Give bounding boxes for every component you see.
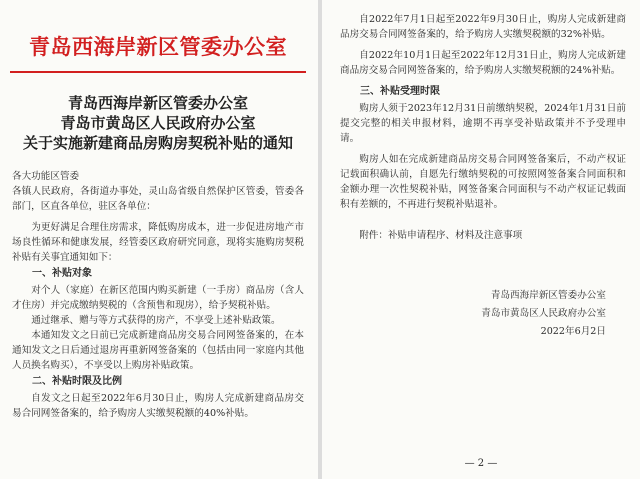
document-title-block [12, 93, 304, 153]
left-page [0, 0, 318, 479]
attachment-line: 附件：补贴申请程序、材料及注意事项 [359, 230, 523, 241]
signature-date: 2022年6月2日 [540, 326, 606, 337]
subsidy-period-2-paragraph: 自2022年7月1日起至2022年9月30日止，购房人完成新建商品房交易合同网签备案的，给予购房人实缴契税额的32%补贴。 [340, 14, 626, 40]
page-number: — 2 — [464, 458, 498, 469]
section-3-paragraph-1: 购房人须于2023年12月31日前缴纳契税，2024年1月31日前提交完整的相关申报材料，逾期不再享受补贴政策并不予受理申请。 [340, 103, 626, 144]
section-3-heading: 三、补贴受理时限 [360, 86, 440, 97]
signature-issuer-2: 青岛市黄岛区人民政府办公室 [481, 308, 606, 319]
recipient-line-2: 各镇人民政府，各街道办事处，灵山岛省级自然保护区管委，管委各部门，区直各单位，驻区各单位： [12, 186, 304, 212]
document-title-line-3: 关于实施新建商品房购房契税补贴的通知 [22, 134, 293, 152]
intro-paragraph: 为更好满足合理住房需求，降低购房成本，进一步促进房地产市场良性循环和健康发展，经管委区政府研究同意，现将实施购房契税补贴有关事宜通知如下： [12, 222, 304, 263]
section-2-heading: 二、补贴时限及比例 [32, 376, 122, 387]
section-3-paragraph-2: 购房人如在完成新建商品房交易合同网签备案后，不动产权证记载面积确认前，自愿先行缴纳契税的可按照网签备案合同面积和金额办理一次性契税补贴，网签备案合同面积与不动产权证记载面积有差额的，不再进行契税补贴退补。 [340, 154, 626, 210]
section-1-paragraph-3: 本通知发文之日前已完成新建商品房交易合同网签备案的，在本通知发文之日后通过退房再重新网签备案的（包括由同一家庭内其他人员换名购买），不享受以上购房补贴政策。 [12, 330, 304, 371]
section-2-paragraph-1: 自发文之日起至2022年6月30日止，购房人完成新建商品房交易合同网签备案的，给予购房人实缴契税额的40%补贴。 [12, 393, 304, 419]
right-page [322, 0, 640, 479]
section-1-paragraph-1: 对个人（家庭）在新区范围内购买新建（一手房）商品房（含人才住房）并完成缴纳契税的（含预售和现房），给予契税补贴。 [12, 285, 304, 311]
signature-block [340, 287, 626, 341]
document-title-line-1: 青岛西海岸新区管委办公室 [67, 94, 248, 112]
document-title-line-2: 青岛市黄岛区人民政府办公室 [60, 114, 256, 132]
letterhead-title: 青岛西海岸新区管委办公室 [29, 34, 287, 59]
signature-issuer-1: 青岛西海岸新区管委办公室 [490, 290, 606, 301]
section-1-heading: 一、补贴对象 [32, 268, 92, 279]
subsidy-period-3-paragraph: 自2022年10月1日起至2022年12月31日止，购房人完成新建商品房交易合同网签备案的，给予购房人实缴契税额的24%补贴。 [340, 50, 626, 76]
section-1-paragraph-2: 通过继承、赠与等方式获得的房产，不享受上述补贴政策。 [31, 315, 281, 326]
recipient-line-1: 各大功能区管委 [12, 171, 80, 182]
letterhead-red-rule [10, 71, 306, 73]
